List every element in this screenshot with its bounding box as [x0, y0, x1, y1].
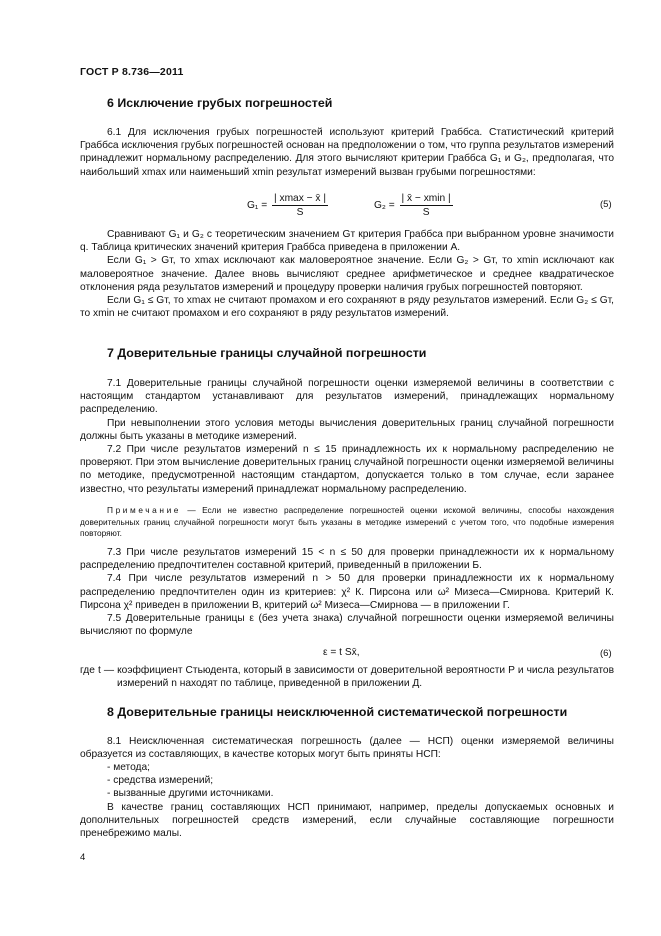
list-item: - средства измерений; [107, 775, 214, 787]
note-text: — Если не известно распределение погрешностей оценки искомой величины, способы нахождения доверительных границ случайной погрешности могут быть указаны в методике измерений с учетом того, что подобные измерения повторяют. [80, 505, 614, 538]
section-6-paragraph-1: 6.1 Для исключения грубых погрешностей используют критерий Граббса. Статистический критерий Граббса исключения грубых погрешностей основан на предположении о том, что группа результатов измерений принадлежит нормальному распределению. Для этого вычисляют критерии Граббса G₁ и G₂, предполагая, что наибольший xmax или наименьший xmin результат измерений вызван грубыми погрешностями: [80, 127, 614, 178]
section-7-paragraph-6: 7.5 Доверительные границы ε (без учета знака) случайной погрешности оценки измеряемой величины вычисляют по формуле [80, 613, 614, 638]
section-7-paragraph-5: 7.4 При числе результатов измерений n > 50 для проверки принадлежности их к нормальному распределению предпочтителен один из критериев: χ² К. Пирсона или ω² Мизеса—Смирнова. Критерий К. Пирсона χ² приведен в приложении В, критерий ω² Мизеса—Смирнова — в приложении Г. [80, 573, 614, 611]
formula-g2: G₂ = $\frac{| x̄ - xmin |}{S}$ [374, 193, 451, 218]
document-header: ГОСТ Р 8.736—2011 [80, 66, 184, 78]
section-8-paragraph-2: В качестве границ составляющих НСП принимают, например, пределы допускаемых основных и дополнительных погрешностей средств измерений, если случайные составляющие погрешности пренебрежимо малы. [80, 802, 614, 840]
list-item: - вызванные другими источниками. [107, 788, 274, 800]
section-7-heading: 7 Доверительные границы случайной погрешности [107, 346, 427, 360]
section-7-paragraphs-1-3 [80, 377, 614, 496]
formula-g1: G₁ = $\frac{| xmax - x̄ |}{S}$ [247, 193, 326, 218]
nsp-components-list [80, 761, 614, 801]
equation-number-6: (6) [600, 648, 612, 659]
section-6-paragraph-3: Если G₁ > Gт, то xmax исключают как маловероятное значение. Если G₂ > Gт, то xmin исключают как маловероятное значение. Далее вновь вычисляют среднее арифметическое и среднее квадратическое отклонения ряда результатов измерений и процедуру проверки наличия грубых погрешностей повторяют. [80, 255, 614, 293]
section-6-paragraphs-2-4 [80, 228, 614, 320]
section-6-paragraph-4: Если G₁ ≤ Gт, то xmax не считают промахом и его сохраняют в ряду результатов измерений. Если G₂ ≤ Gт, то xmin не считают промахом и его сохраняют в ряду результатов измерений. [80, 295, 614, 320]
formula-epsilon: ε = t Sx̄, [323, 647, 360, 658]
equation-number-5: (5) [600, 199, 612, 210]
section-8-paragraph-1: 8.1 Неисключенная систематическая погрешность (далее — НСП) оценки измеряемой величины образуется из составляющих, в качестве которых могут быть приняты НСП: [80, 736, 614, 761]
list-item: - метода; [107, 762, 150, 773]
section-7-paragraph-3: 7.2 При числе результатов измерений n ≤ 15 принадлежность их к нормальному распределению не проверяют. При этом вычисление доверительных границ случайной погрешности оценки измеряемой величины по методике, предусмотренной настоящим стандартом, допускается только в том случае, если заранее известно, что результаты измерений принадлежат нормальному распределению. [80, 444, 614, 495]
section-6-paragraph-2: Сравнивают G₁ и G₂ с теоретическим значением Gт критерия Граббса при выбранном уровне значимости q. Таблица критических значений критерия Граббса приведена в приложении А. [80, 229, 614, 254]
section-7-where-clause: где t — коэффициент Стьюдента, который в зависимости от доверительной вероятности P и числа результатов измерений n находят по таблице, приведенной в приложении Д. [80, 665, 614, 690]
section-7-paragraph-1: 7.1 Доверительные границы случайной погрешности оценки измеряемой величины в соответствии с настоящим стандартом устанавливают для результатов измерений, принадлежащих нормальному распределению. [80, 378, 614, 416]
section-7-paragraph-4: 7.3 При числе результатов измерений 15 < n ≤ 50 для проверки принадлежности их к нормальному распределению предпочтителен составной критерий, приведенный в приложении Б. [80, 547, 614, 572]
page-number: 4 [80, 852, 86, 863]
note-label: Примечание [107, 505, 182, 515]
section-7-paragraph-2: При невыполнении этого условия методы вычисления доверительных границ случайной погрешности должны быть указаны в методике измерений. [80, 417, 614, 442]
section-7-note [80, 505, 614, 540]
section-8-heading: 8 Доверительные границы неисключенной систематической погрешности [107, 705, 568, 719]
section-6-heading: 6 Исключение грубых погрешностей [107, 96, 333, 110]
section-7-paragraphs-4-6 [80, 546, 614, 638]
